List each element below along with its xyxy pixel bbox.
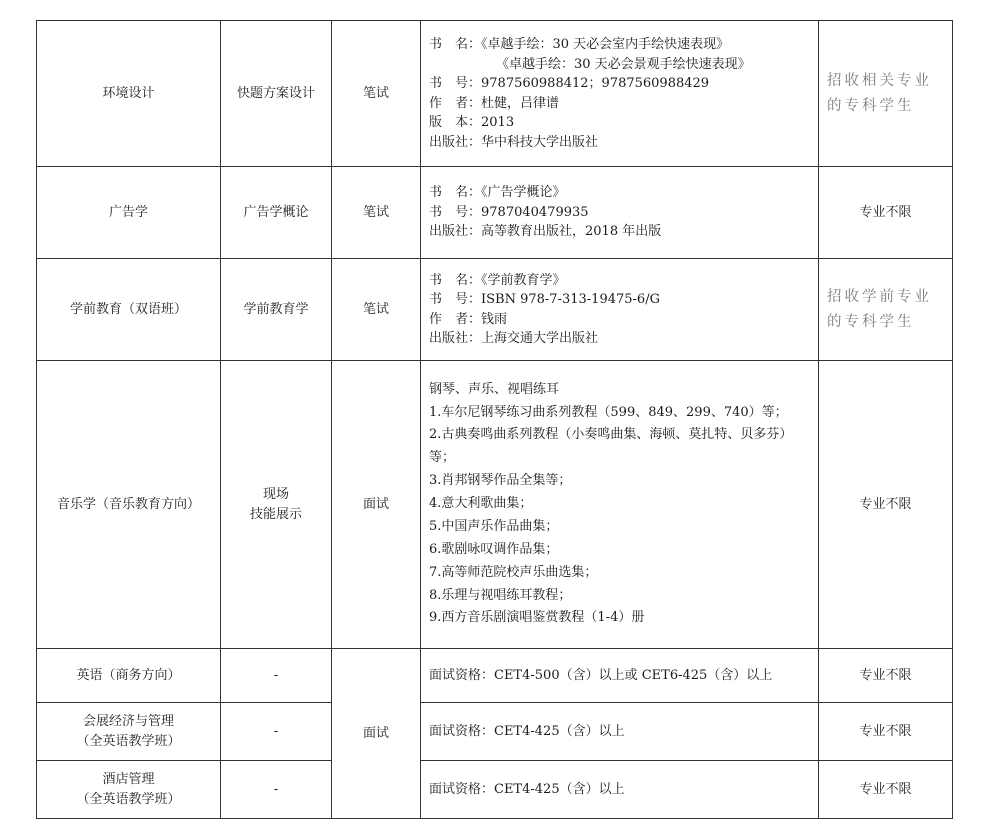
book-line: 6.歌剧咏叹调作品集； <box>429 541 559 557</box>
book-cell: 面试资格：CET4-500（含）以上或 CET6-425（含）以上 <box>421 649 819 703</box>
book-line: 4.意大利歌曲集； <box>429 496 533 512</box>
major-line: 会展经济与管理 <box>82 714 174 729</box>
requirement-cell: 专业不限 <box>819 167 953 259</box>
subject-cell: - <box>221 703 332 761</box>
table-row <box>37 703 953 761</box>
method-cell: 笔试 <box>332 167 421 259</box>
book-cell: 面试资格：CET4-425（含）以上 <box>421 703 819 761</box>
book-line: 《卓越手绘：30 天必会景观手绘快速表现》 <box>496 56 751 72</box>
book-line: 2.古典奏鸣曲系列教程（小奏鸣曲集、海顿、莫扎特、贝多芬）等； <box>429 427 793 466</box>
subject-cell: - <box>221 761 332 819</box>
book-cell <box>421 259 819 361</box>
book-line: 5.中国声乐作品曲集； <box>429 518 559 534</box>
book-line: 3.肖邦钢琴作品全集等； <box>429 473 572 489</box>
book-line: 版 本：2013 <box>429 115 515 130</box>
requirement-cell: 招收学前专业的专科学生 <box>819 259 953 361</box>
method-cell: 面试 <box>332 649 421 819</box>
book-line: 书 号：9787040479935 <box>429 204 589 220</box>
requirement-cell: 专业不限 <box>819 361 953 649</box>
book-line: 出版社：上海交通大学出版社 <box>429 331 599 346</box>
book-line: 作 者：钱雨 <box>429 311 508 327</box>
major-cell: 学前教育（双语班） <box>37 259 221 361</box>
method-cell: 笔试 <box>332 259 421 361</box>
major-line: （全英语教学班） <box>76 791 181 807</box>
major-cell: 广告学 <box>37 167 221 259</box>
admission-table <box>36 20 953 819</box>
requirement-cell: 专业不限 <box>819 761 953 819</box>
book-line: 出版社：华中科技大学出版社 <box>429 134 599 150</box>
method-cell: 笔试 <box>332 21 421 167</box>
table-row <box>37 167 953 259</box>
table-row <box>37 649 953 703</box>
subject-cell: - <box>221 649 332 703</box>
major-line: 酒店管理 <box>102 772 155 787</box>
book-cell <box>421 167 819 259</box>
method-cell: 面试 <box>332 361 421 649</box>
subject-cell: 快题方案设计 <box>221 21 332 167</box>
major-cell: 英语（商务方向） <box>37 649 221 703</box>
requirement-cell: 专业不限 <box>819 649 953 703</box>
book-line: 9.西方音乐剧演唱鉴赏教程（1-4）册 <box>429 610 645 626</box>
table-row <box>37 361 953 649</box>
major-cell: 环境设计 <box>37 21 221 167</box>
book-line: 1.车尔尼钢琴练习曲系列教程（599、849、299、740）等； <box>429 404 788 420</box>
book-line: 书 号：ISBN 978-7-313-19475-6/G <box>429 292 660 307</box>
table-row <box>37 761 953 819</box>
book-line: 钢琴、声乐、视唱练耳 <box>429 381 560 397</box>
book-cell: 面试资格：CET4-425（含）以上 <box>421 761 819 819</box>
book-line: 书 名：《卓越手绘：30 天必会室内手绘快速表现》 <box>429 37 730 52</box>
book-cell <box>421 361 819 649</box>
table-row <box>37 21 953 167</box>
major-cell <box>37 703 221 761</box>
book-line: 出版社：高等教育出版社，2018 年出版 <box>429 224 662 240</box>
major-cell <box>37 761 221 819</box>
book-line: 书 名：《学前教育学》 <box>429 272 566 288</box>
table-row <box>37 259 953 361</box>
book-line: 书 号：9787560988412；9787560988429 <box>429 76 710 91</box>
subject-cell: 学前教育学 <box>221 259 332 361</box>
book-cell <box>421 21 819 167</box>
book-line: 作 者：杜健，吕律谱 <box>429 95 560 111</box>
requirement-cell: 专业不限 <box>819 703 953 761</box>
subject-cell: 广告学概论 <box>221 167 332 259</box>
subject-line: 技能展示 <box>249 506 302 522</box>
major-cell: 音乐学（音乐教育方向） <box>37 361 221 649</box>
requirement-cell: 招收相关专业的专科学生 <box>819 21 953 167</box>
subject-cell <box>221 361 332 649</box>
subject-line: 现场 <box>262 487 289 502</box>
book-line: 8.乐理与视唱练耳教程； <box>429 587 572 603</box>
book-line: 书 名：《广告学概论》 <box>429 185 566 201</box>
major-line: （全英语教学班） <box>76 733 181 749</box>
book-line: 7.高等师范院校声乐曲选集； <box>429 564 598 580</box>
